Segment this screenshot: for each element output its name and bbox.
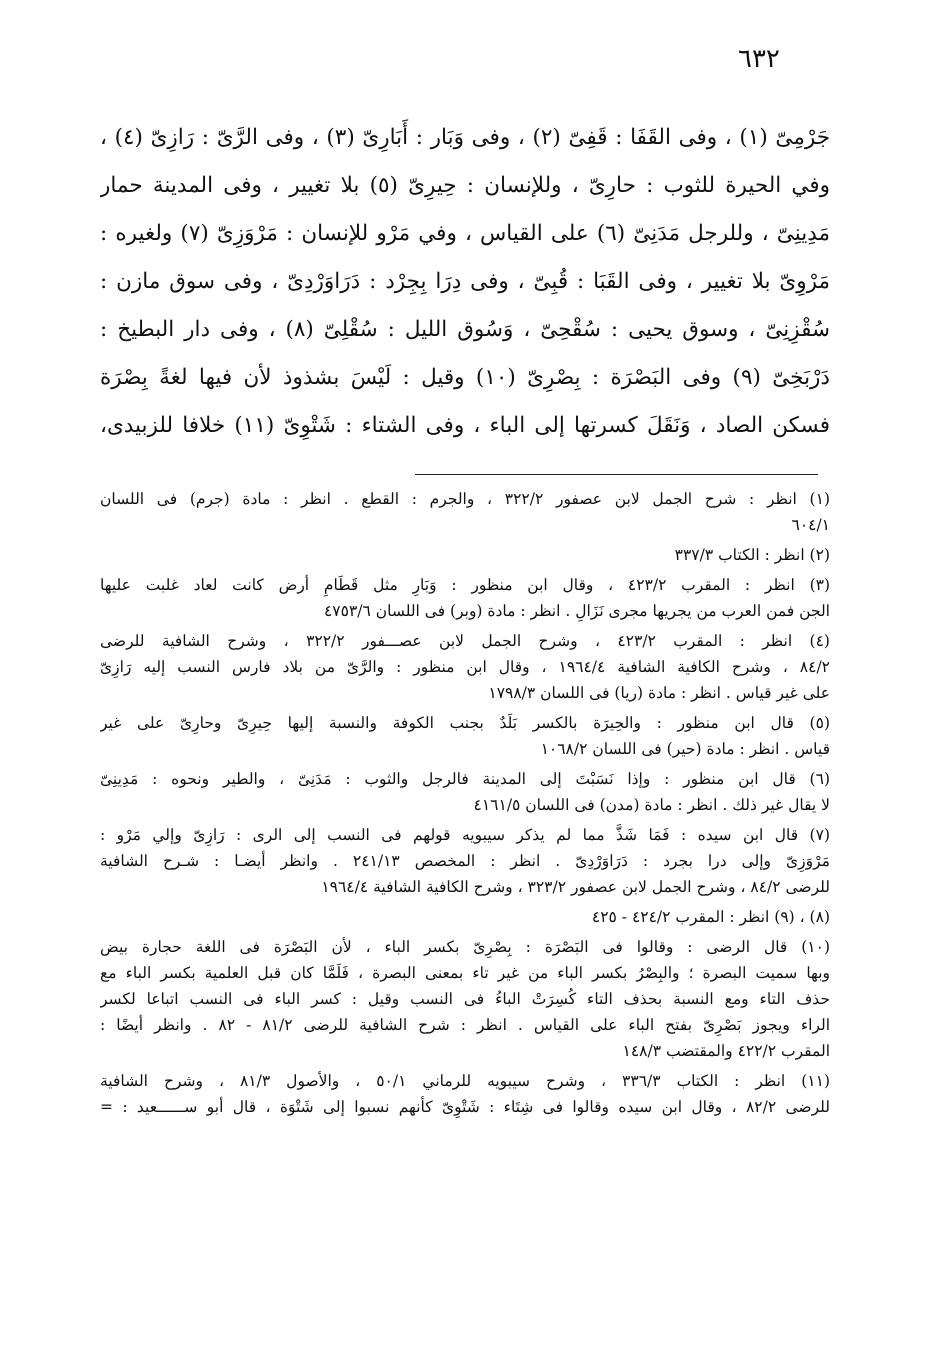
footnote-7 (100, 822, 830, 900)
page-number: ٦٣٢ (738, 44, 780, 74)
footnote-4 (100, 628, 830, 706)
footnote-line: (٥) قال ابن منظور : والحِيرَة بالكسر بَلَدٌ بجنب الكوفة والنسبة إليها حِيرِىّ وحارِىّ على غير (100, 714, 830, 732)
footnote-line: (٤) انظر : المقرب ٤٢٣/٢ ، وشرح الجمل لابن عصـــفور ٣٢٢/٢ ، وشرح الشافية للرضى (100, 632, 830, 650)
footnote-line: الراء ويجوز بَصْرِىّ بفتح الباء على القياس . انظر : شرح الشافية للرضى ٨١/٢ - ٨٢ . وانظر أيضًا : (100, 1016, 830, 1034)
footnote-line: للرضى ٨٢/٢ ، وقال ابن سيده وقالوا فى شِتَاء : شَتْوِىّ كأنهم نسبوا إلى شَتْوَة ، قال أبو ســــــعيد : = (100, 1098, 830, 1116)
footnote-line: قياس . انظر : مادة (حير) فى اللسان ١٠٦٨/٢ (540, 740, 830, 758)
footnote-3 (100, 572, 830, 624)
footnote-line: الجن فمن العرب من يجريها مجرى نَزَالِ . انظر : مادة (وبر) فى اللسان ٤٧٥٣/٦ (323, 602, 830, 620)
footnote-line: (٦) قال ابن منظور : وإذا نَسَبْتَ إلى المدينة فالرجل والثوب : مَدَنِىّ ، والطير ونحوه : مَدِينِىّ (100, 770, 830, 788)
main-text-line: مَدِينِىّ ، وللرجل مَدَنِىّ (٦) على القياس ، وفي مَرْو للإنسان : مَرْوَزِىّ (٧) ولغيره : (100, 221, 830, 246)
main-text-line: دَرْبَخِىّ (٩) وفى البَصْرَة : بِصْرِىّ (١٠) وقيل : لَيْسَ بشذوذ لأن فيها لغةً بِصْرَة (100, 365, 830, 390)
footnote-line: (١١) انظر : الكتاب ٣٣٦/٣ ، وشرح سيبويه للرماني ٥٠/١ ، والأصول ٨١/٣ ، وشرح الشافية (100, 1072, 830, 1090)
footnote-line: حذف التاء ومع النسبة بحذف التاء كُسِرَتْ الباءُ فى النسب وقيل : كسر الباء فى النسب اتباعا لكسر (100, 990, 830, 1008)
footnote-1 (100, 486, 830, 538)
footnote-line: (٨) ، (٩) انظر : المقرب ٤٢٤/٢ - ٤٢٥ (591, 908, 830, 926)
footnote-line: لا يقال غير ذلك . انظر : مادة (مدن) فى اللسان ٤١٦١/٥ (473, 796, 830, 814)
footnote-line: (٧) قال ابن سيده : فَمَا شَذَّ مما لم يذكر سيبويه قولهم فى النسب إلى الرى : رَازِىّ وإلي مَرْو : (100, 826, 830, 844)
main-text-line: مَرْوِىّ بلا تغيير ، وفى القَبَا : قُبِىّ ، وفى دِرَا بِجِرْد : دَرَاوَرْدِىّ ، وفى سوق مازن : (100, 269, 830, 294)
footnote-separator (415, 474, 818, 475)
footnotes (100, 486, 830, 1124)
footnote-11 (100, 1068, 830, 1120)
footnote-8-9 (100, 904, 830, 930)
footnote-line: ٦٠٤/١ (791, 516, 830, 534)
footnote-line: (١٠) قال الرضى : وقالوا فى البَصْرَة : بِصْرِىّ بكسر الباء ، لأن البَصْرَة فى اللغة حجارة بيض (100, 938, 830, 956)
footnote-line: المقرب ٤٢٢/٢ والمقتضب ١٤٨/٣ (622, 1042, 830, 1060)
footnote-line: وبها سميت البصرة ؛ والبِصْرُ بكسر الباء من غير تاء بمعنى البصرة ، فَلَمَّا كان قبل العلمية بكسر الباء مع (100, 964, 830, 982)
footnote-line: (٢) انظر : الكتاب ٣٣٧/٣ (674, 546, 830, 564)
main-text-line: وفي الحيرة للثوب : حارِىّ ، وللإنسان : حِيرِىّ (٥) بلا تغيير ، وفى المدينة حمار (100, 173, 830, 198)
footnote-line: للرضى ٨٤/٢ ، وشرح الجمل لابن عصفور ٣٢٣/٢ ، وشرح الكافية الشافية ١٩٦٤/٤ (321, 878, 830, 896)
footnote-line: مَرْوَزِىّ وإلى درا بجرد : دَرَاوَرْدِىّ . انظر : المخصص ٢٤١/١٣ . وانظر أيضـا : شـرح الشافية (100, 852, 830, 870)
main-text-line: فسكن الصاد ، وَنَقَلَ كسرتها إلى الباء ، وفى الشتاء : شَتْوِىّ (١١) خلافا للزبيدى، (100, 413, 830, 438)
footnote-5 (100, 710, 830, 762)
main-text-line: سُقْزِنِىّ ، وسوق يحيى : سُقْحِىّ ، وَسُوق الليل : سُقْلِىّ (٨) ، وفى دار البطيخ : (100, 317, 830, 342)
footnote-line: (١) انظر : شرح الجمل لابن عصفور ٣٢٢/٢ ، والجرم : القطع . انظر : مادة (جرم) فى اللسان (100, 490, 830, 508)
footnote-line: على غير قياس . انظر : مادة (ريا) فى اللسان ١٧٩٨/٣ (488, 684, 830, 702)
main-text (100, 114, 830, 450)
footnote-6 (100, 766, 830, 818)
footnote-10 (100, 934, 830, 1064)
footnote-line: ٨٤/٢ ، وشرح الكافية الشافية ١٩٦٤/٤ ، وقال ابن منظور : والرَّىّ من بلاد فارس النسب إليه رَازِىّ (100, 658, 830, 676)
footnote-2 (100, 542, 830, 568)
footnote-line: (٣) انظر : المقرب ٤٢٣/٢ ، وقال ابن منظور : وَبَارِ مثل قَطَامِ أرض كانت لعاد غلبت عليها (100, 576, 830, 594)
main-text-line: جَرْمِىّ (١) ، وفى القَفَا : قَفِىّ (٢) ، وفى وَبَار : أَبَارِىّ (٣) ، وفى الرَّىّ : رَازِىّ (٤) ، (100, 125, 830, 150)
